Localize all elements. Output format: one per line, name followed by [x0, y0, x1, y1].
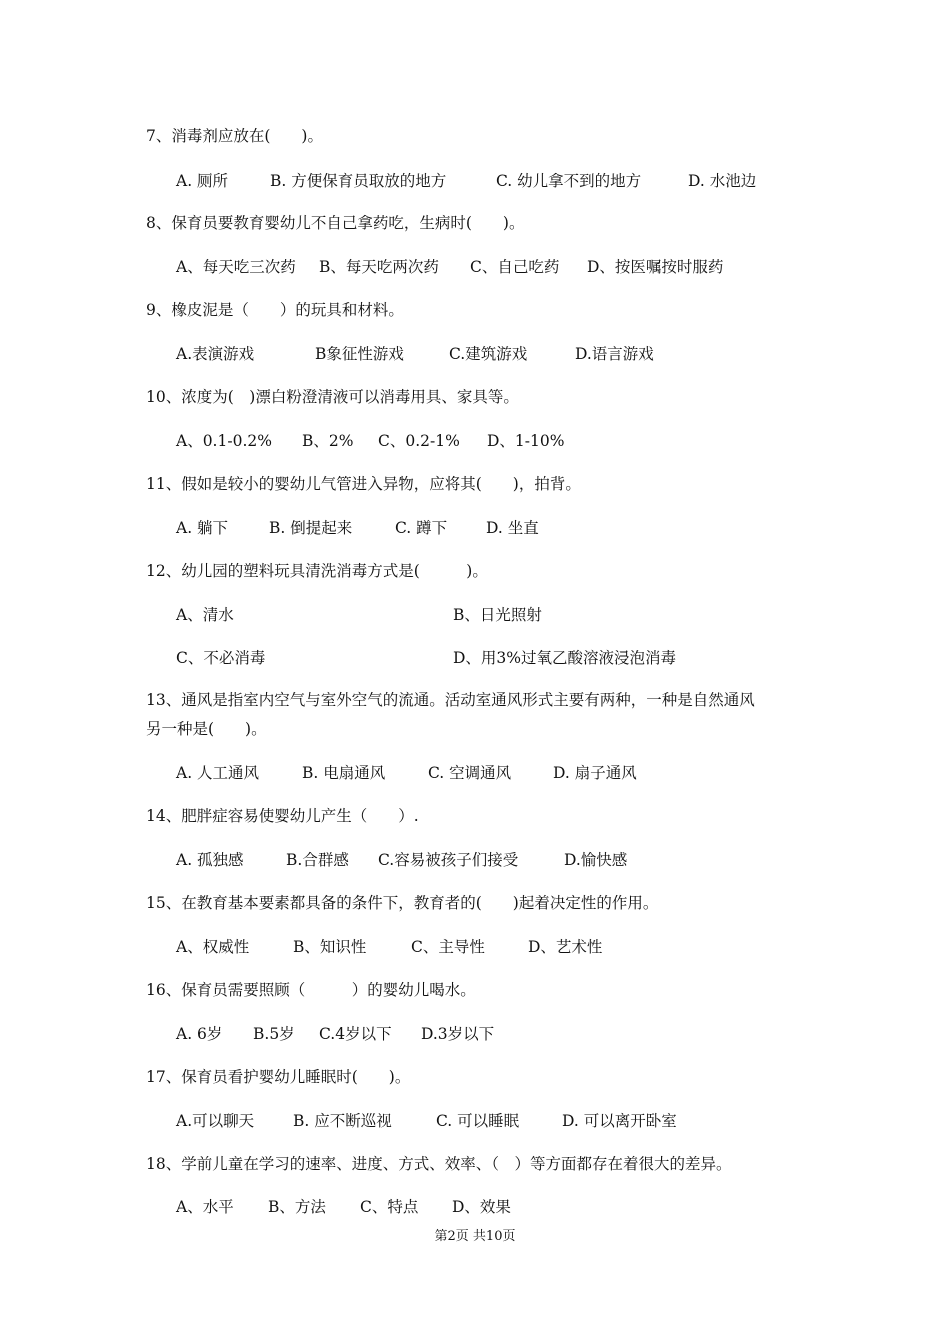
- question-11-options: [176, 518, 539, 538]
- question-12-options-row2: [176, 648, 676, 668]
- page-footer: 第2页 共10页: [434, 1229, 516, 1244]
- option-d: D、用3%过氧乙酸溶液浸泡消毒: [453, 649, 677, 667]
- question-14-stem: 14、肥胖症容易使婴幼儿产生（ ）.: [146, 807, 419, 825]
- question-9-stem: 9、橡皮泥是（ ）的玩具和材料。: [146, 301, 404, 319]
- option-c: C. 蹲下: [395, 519, 448, 537]
- question-11-stem: 11、假如是较小的婴幼儿气管进入异物，应将其( )，拍背。: [146, 475, 581, 493]
- option-d: D. 扇子通风: [553, 764, 637, 782]
- question-15-options: [176, 937, 602, 957]
- question-18-stem: 18、学前儿童在学习的速率、进度、方式、效率、（ ）等方面都存在着很大的差异。: [146, 1155, 732, 1173]
- question-9-options: [176, 344, 654, 364]
- option-c: C. 幼儿拿不到的地方: [496, 172, 642, 190]
- option-d: D. 坐直: [486, 519, 539, 537]
- option-c: C. 空调通风: [428, 764, 512, 782]
- option-a: A.可以聊天: [176, 1112, 255, 1130]
- option-c: C、自己吃药: [470, 258, 560, 276]
- option-c: C、主导性: [411, 938, 485, 956]
- option-d: D. 水池边: [688, 172, 757, 190]
- option-b: B、日光照射: [453, 606, 542, 624]
- option-b: B、每天吃两次药: [319, 258, 439, 276]
- question-13-stem-line2: 另一种是( )。: [146, 720, 267, 738]
- question-16-options: [176, 1024, 494, 1044]
- question-10-options: [176, 431, 564, 451]
- option-b: B象征性游戏: [315, 345, 404, 363]
- option-b: B.5岁: [253, 1025, 295, 1043]
- option-d: D、效果: [452, 1198, 511, 1216]
- option-a: A. 6岁: [176, 1025, 223, 1043]
- option-d: D.语言游戏: [575, 345, 654, 363]
- option-c: C.容易被孩子们接受: [378, 851, 519, 869]
- question-13-stem: 13、通风是指室内空气与室外空气的流通。活动室通风形式主要有两种，一种是自然通风: [146, 691, 755, 709]
- option-a: A. 厕所: [176, 172, 229, 190]
- question-7-stem: 7、消毒剂应放在( )。: [146, 127, 323, 145]
- question-18-options: [176, 1197, 511, 1217]
- option-b: B. 倒提起来: [269, 519, 353, 537]
- option-d: D. 可以离开卧室: [562, 1112, 677, 1130]
- option-a: A、清水: [176, 606, 234, 624]
- option-a: A、水平: [176, 1198, 234, 1216]
- option-c: C、不必消毒: [176, 649, 266, 667]
- question-17-options: [176, 1111, 677, 1131]
- question-7-options: [176, 171, 756, 191]
- option-b: B. 应不断巡视: [293, 1112, 392, 1130]
- option-a: A、0.1-0.2%: [176, 432, 272, 450]
- option-d: D、艺术性: [528, 938, 603, 956]
- option-b: B、方法: [268, 1198, 326, 1216]
- question-8-options: [176, 257, 723, 277]
- option-a: A、每天吃三次药: [176, 258, 296, 276]
- question-16-stem: 16、保育员需要照顾（ ）的婴幼儿喝水。: [146, 981, 476, 999]
- option-b: B.合群感: [286, 851, 349, 869]
- question-12-stem: 12、幼儿园的塑料玩具清洗消毒方式是( )。: [146, 562, 488, 580]
- question-17-stem: 17、保育员看护婴幼儿睡眠时( )。: [146, 1068, 411, 1086]
- option-a: A. 人工通风: [176, 764, 260, 782]
- option-a: A. 躺下: [176, 519, 229, 537]
- option-b: B、2%: [302, 432, 354, 450]
- question-12-options-row1: [176, 605, 542, 625]
- option-a: A.表演游戏: [176, 345, 255, 363]
- option-c: C. 可以睡眠: [436, 1112, 520, 1130]
- question-13-options: [176, 763, 637, 783]
- option-c: C、特点: [360, 1198, 419, 1216]
- option-c: C、0.2-1%: [378, 432, 460, 450]
- option-d: D、按医嘱按时服药: [587, 258, 724, 276]
- option-d: D.愉快感: [564, 851, 628, 869]
- option-c: C.建筑游戏: [449, 345, 528, 363]
- option-b: B. 方便保育员取放的地方: [270, 172, 447, 190]
- option-b: B. 电扇通风: [302, 764, 386, 782]
- option-a: A. 孤独感: [176, 851, 244, 869]
- option-b: B、知识性: [293, 938, 367, 956]
- option-d: D.3岁以下: [421, 1025, 495, 1043]
- question-10-stem: 10、浓度为( )漂白粉澄清液可以消毒用具、家具等。: [146, 388, 519, 406]
- option-c: C.4岁以下: [319, 1025, 392, 1043]
- option-d: D、1-10%: [487, 432, 565, 450]
- option-a: A、权威性: [176, 938, 250, 956]
- question-14-options: [176, 850, 627, 870]
- question-15-stem: 15、在教育基本要素都具备的条件下，教育者的( )起着决定性的作用。: [146, 894, 659, 912]
- question-8-stem: 8、保育员要教育婴幼儿不自己拿药吃，生病时( )。: [146, 214, 525, 232]
